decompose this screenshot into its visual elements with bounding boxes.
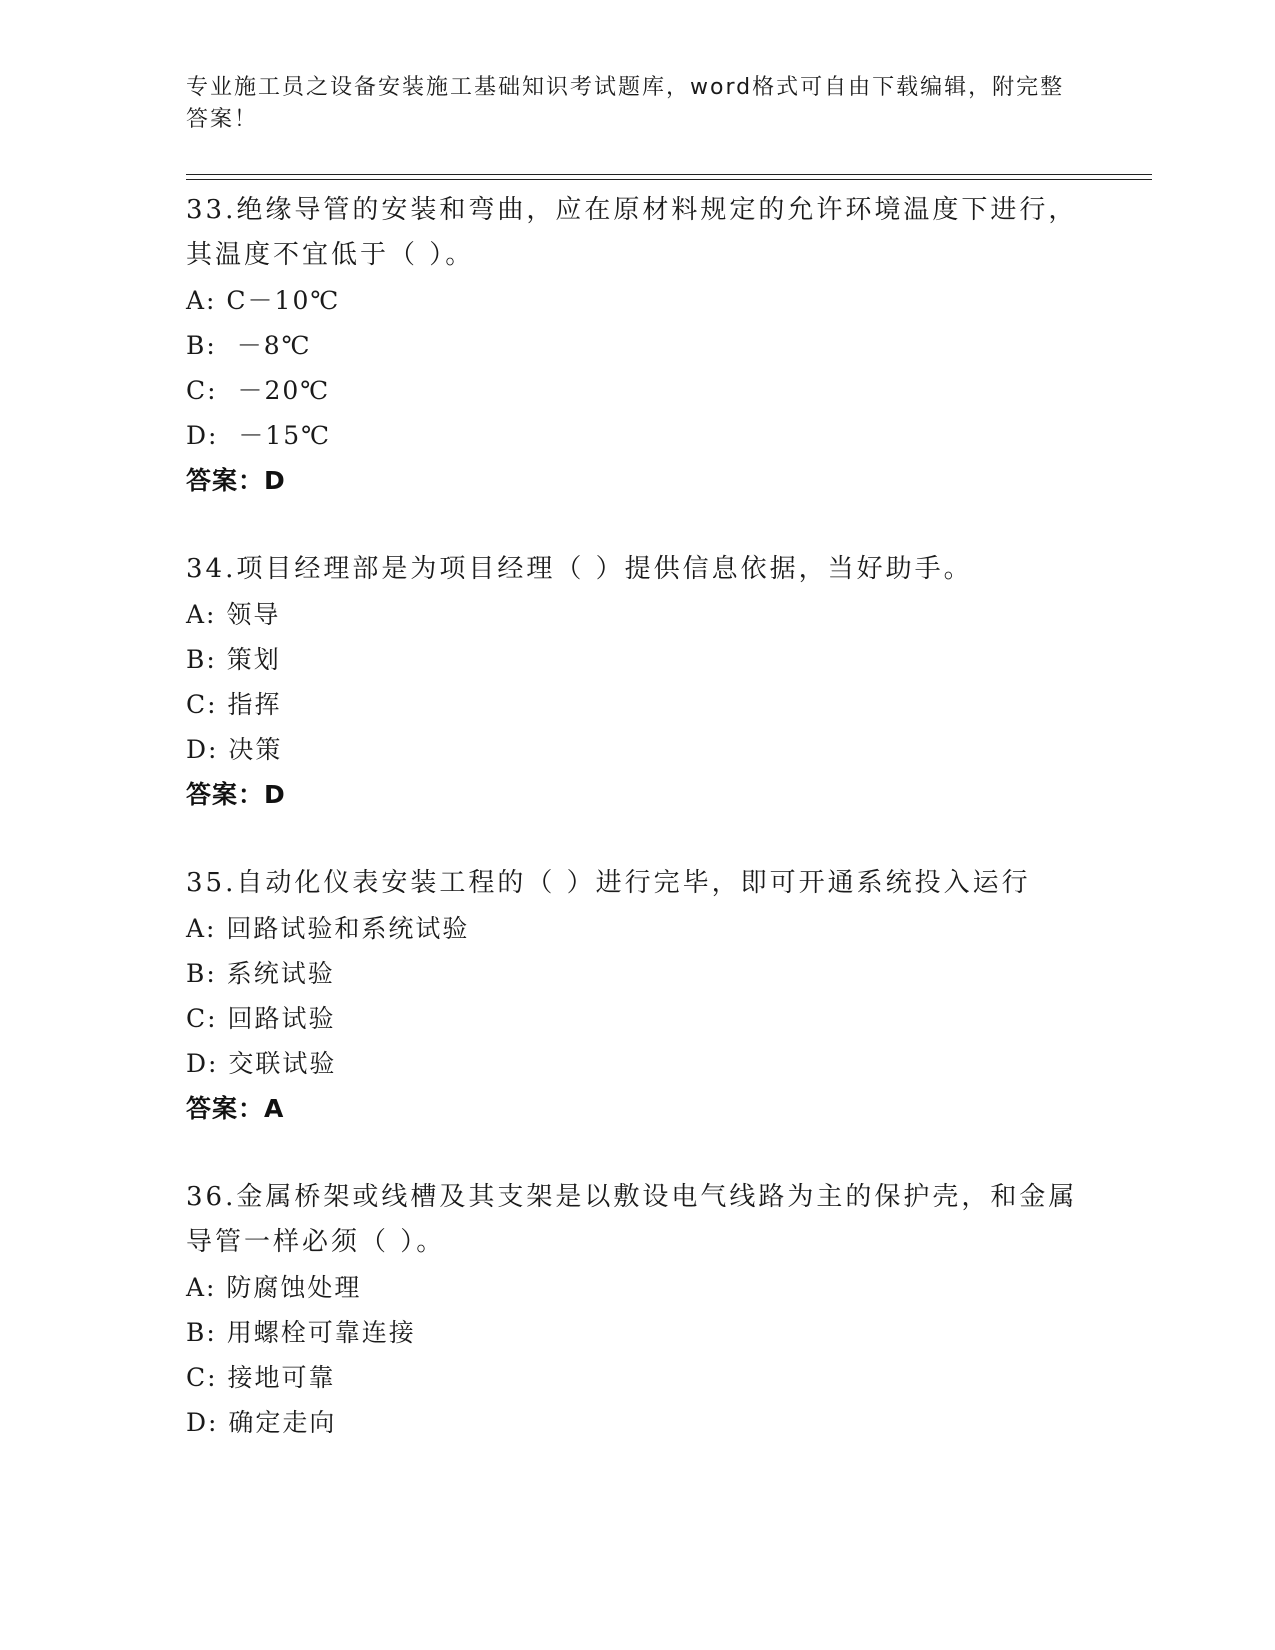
question-33 bbox=[186, 188, 1086, 503]
option-d: D: 确定走向 bbox=[186, 1408, 337, 1437]
answer-line: 答案：D bbox=[186, 466, 286, 495]
question-stem-line: 33.绝缘导管的安装和弯曲，应在原材料规定的允许环境温度下进行， bbox=[186, 195, 1078, 225]
option-d: D: 决策 bbox=[186, 735, 283, 764]
option-a: A: C－10℃ bbox=[186, 286, 341, 315]
question-stem-line: 其温度不宜低于（ ）。 bbox=[186, 240, 475, 270]
option-d: D: －15℃ bbox=[186, 421, 332, 450]
question-36 bbox=[186, 1175, 1086, 1445]
option-c: C: 接地可靠 bbox=[186, 1363, 336, 1392]
question-stem-line: 34.项目经理部是为项目经理（ ）提供信息依据，当好助手。 bbox=[186, 554, 973, 584]
answer-line: 答案：A bbox=[186, 1094, 285, 1123]
answer-line: 答案：D bbox=[186, 780, 286, 809]
option-c: C: －20℃ bbox=[186, 376, 331, 405]
option-b: B: 策划 bbox=[186, 645, 281, 674]
option-d: D: 交联试验 bbox=[186, 1049, 337, 1078]
option-a: A: 领导 bbox=[186, 600, 281, 629]
header-rule-top bbox=[186, 174, 1152, 175]
question-stem-line: 导管一样必须（ ）。 bbox=[186, 1227, 446, 1257]
option-a: A: 回路试验和系统试验 bbox=[186, 914, 470, 943]
option-b: B: 用螺栓可靠连接 bbox=[186, 1318, 416, 1347]
option-a: A: 防腐蚀处理 bbox=[186, 1273, 362, 1302]
header-rule-bottom bbox=[186, 179, 1152, 180]
question-list bbox=[186, 188, 1086, 1445]
option-c: C: 指挥 bbox=[186, 690, 282, 719]
option-b: B: －8℃ bbox=[186, 331, 312, 360]
document-header-title: 专业施工员之设备安装施工基础知识考试题库，word格式可自由下载编辑，附完整答案！ bbox=[186, 75, 1065, 132]
question-35 bbox=[186, 861, 1086, 1131]
option-b: B: 系统试验 bbox=[186, 959, 335, 988]
question-stem-line: 36.金属桥架或线槽及其支架是以敷设电气线路为主的保护壳，和金属 bbox=[186, 1182, 1078, 1212]
question-stem-line: 35.自动化仪表安装工程的（ ）进行完毕，即可开通系统投入运行 bbox=[186, 868, 1031, 898]
question-34 bbox=[186, 547, 1086, 817]
option-c: C: 回路试验 bbox=[186, 1004, 336, 1033]
